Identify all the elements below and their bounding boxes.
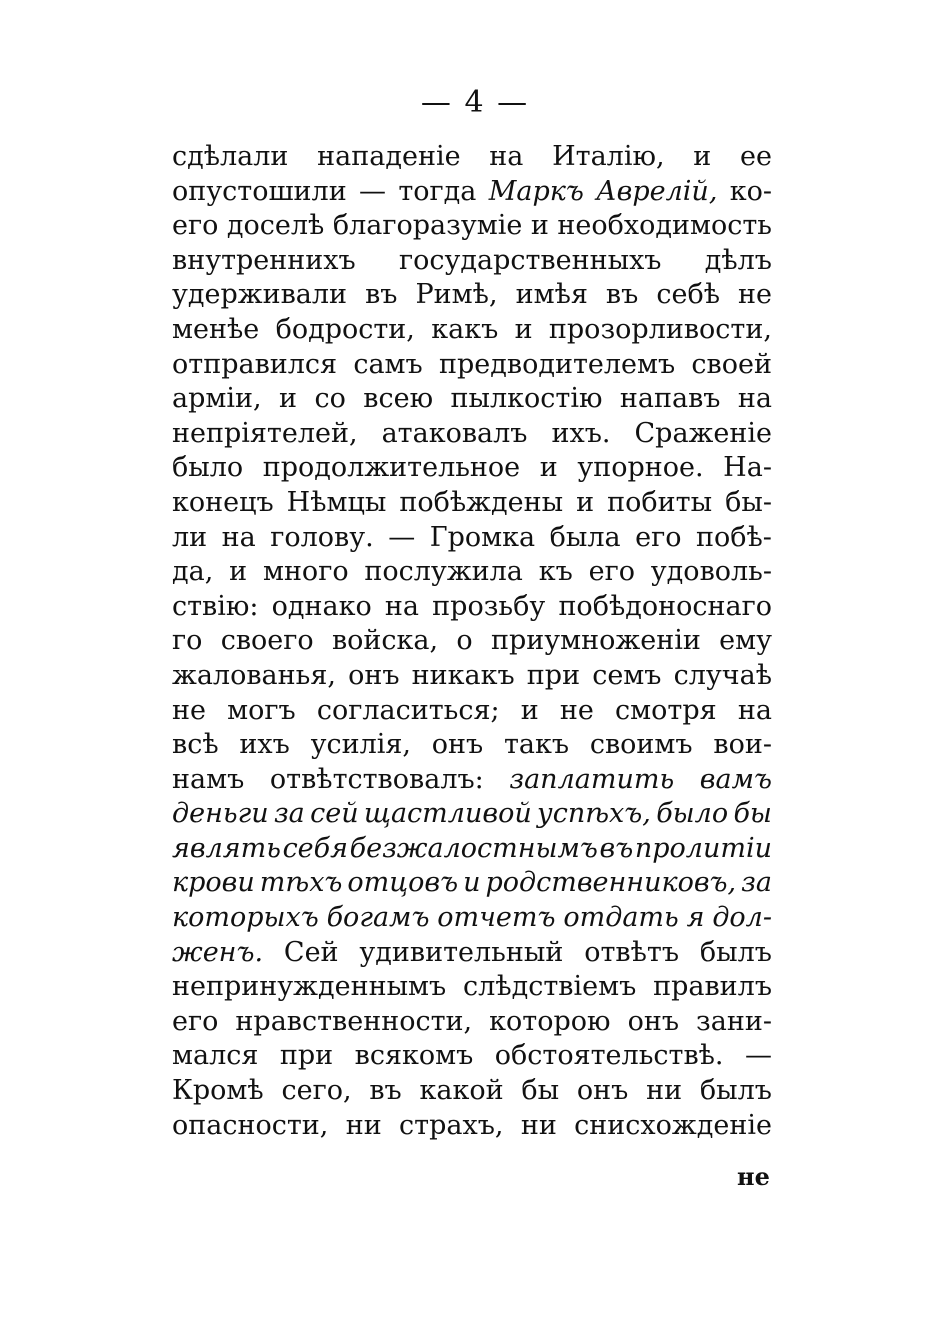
word: ихъ [239, 729, 290, 761]
word: и [693, 141, 712, 172]
text-line [172, 1109, 772, 1144]
word: онъ [576, 1075, 629, 1107]
word: согласиться; [316, 694, 500, 726]
word: жалованья, [172, 659, 336, 691]
word: на [737, 694, 772, 726]
word: сего, [281, 1075, 352, 1107]
word: ко- [729, 175, 772, 207]
text-line [172, 797, 772, 832]
text-line [172, 451, 772, 486]
text-line [172, 417, 772, 452]
word: при [526, 659, 581, 691]
word: отцовъ [347, 867, 459, 899]
word: въ [599, 832, 634, 864]
word: могъ [227, 694, 296, 726]
word: тѣхъ [259, 867, 343, 899]
word: его [172, 1005, 219, 1037]
word: ни [520, 1109, 557, 1141]
word: Нѣмцы [286, 486, 387, 518]
word: въ [365, 279, 398, 311]
word: Аврелiй, [596, 175, 718, 207]
word: всѣ [172, 729, 219, 761]
word: го [172, 625, 203, 657]
word: необходимость [557, 210, 772, 242]
word: много [262, 556, 349, 588]
text-line [172, 555, 772, 590]
text-line [172, 1039, 772, 1074]
word: конецъ [172, 486, 274, 518]
word: благоразумiе [332, 210, 523, 242]
word: крови [172, 867, 255, 899]
catchword: не [737, 1162, 770, 1191]
word: которою [489, 1005, 611, 1037]
word: отдать [563, 902, 679, 934]
word: опасности, [172, 1109, 329, 1141]
word: приумноженiи [490, 625, 701, 657]
word: къ [538, 556, 573, 588]
word: ихъ. [551, 417, 611, 449]
word: непрiятелей, [172, 417, 358, 449]
word: семъ [592, 659, 662, 691]
word: ее [740, 141, 772, 172]
word: бы [733, 798, 772, 830]
word: удоволь- [650, 556, 772, 588]
word: на [221, 521, 256, 553]
word: мался [172, 1040, 259, 1072]
word: Римѣ, [415, 279, 498, 311]
word: побѣдоноснаго [558, 590, 772, 622]
text-line [172, 1005, 772, 1040]
word: отвѣтъ [584, 936, 680, 968]
word: ему [719, 625, 772, 657]
word: щастливой [363, 798, 532, 830]
word: я [686, 902, 705, 934]
word: Кромѣ [172, 1075, 264, 1107]
word: Громка [429, 521, 536, 553]
word: онъ [431, 729, 484, 761]
word: Италiю, [552, 141, 665, 172]
word: армiи, [172, 383, 262, 415]
word: да, [172, 556, 214, 588]
word: сдѣлали [172, 141, 289, 172]
word: на [384, 590, 420, 622]
word: имѣя [515, 279, 588, 311]
text-line [172, 382, 772, 417]
word: нравственности, [235, 1005, 473, 1037]
word: и [229, 556, 248, 588]
word: пылкостiю [450, 383, 603, 415]
word: доселѣ [226, 210, 325, 242]
word: смотря [615, 694, 717, 726]
word: послужила [364, 556, 523, 588]
word: войска, [331, 625, 439, 657]
word: дол- [712, 902, 772, 934]
text-line [172, 866, 772, 901]
word: побѣждены [399, 486, 564, 518]
text-line [172, 659, 772, 694]
word: нападенiе [317, 141, 461, 172]
word: успѣхъ, [537, 798, 651, 830]
word: его [635, 521, 682, 553]
word: самъ [353, 348, 423, 380]
word: сей [310, 798, 359, 830]
word: являть [172, 832, 281, 864]
word: никакъ [411, 659, 515, 691]
word: ни [345, 1109, 382, 1141]
text-line [172, 278, 772, 313]
word: которыхъ [172, 902, 319, 934]
text-line [172, 348, 772, 383]
word: прозьбу [432, 590, 546, 622]
text-line [172, 590, 772, 625]
word: при [279, 1040, 334, 1072]
word: всякомъ [354, 1040, 474, 1072]
text-line [172, 970, 772, 1005]
word: продолжительное [262, 452, 521, 484]
word: прозорливости, [548, 313, 772, 345]
word: намъ [172, 763, 245, 795]
text-line [172, 832, 772, 867]
word: — [388, 521, 416, 553]
word: и [530, 210, 549, 242]
word: тогда [398, 175, 477, 207]
word: и [463, 867, 481, 899]
word: и [539, 452, 558, 484]
word: на [737, 383, 772, 415]
word: своей [691, 348, 772, 380]
word: себя [282, 832, 349, 864]
word: своимъ [589, 729, 693, 761]
word: и [514, 313, 533, 345]
word: было [656, 798, 729, 830]
word: своего [220, 625, 314, 657]
word: — [359, 175, 387, 207]
word: правилъ [653, 971, 772, 1003]
word: Сей [283, 936, 339, 968]
word: въ [605, 279, 639, 311]
word: предводителемъ [438, 348, 676, 380]
word: былъ [699, 1075, 772, 1107]
word: его [588, 556, 635, 588]
text-line [172, 624, 772, 659]
word: всею [363, 383, 434, 415]
word: въ [369, 1075, 402, 1107]
word: деньги [172, 798, 269, 830]
text-line [172, 244, 772, 279]
word: былъ [699, 936, 772, 968]
word: со [314, 383, 346, 415]
word: за [273, 798, 305, 830]
word: о [456, 625, 473, 657]
word: бы [521, 1075, 560, 1107]
word: какъ [431, 313, 499, 345]
word: обстоятельствѣ. [494, 1040, 724, 1072]
word: Маркъ [488, 175, 584, 207]
word: напавъ [619, 383, 721, 415]
word: вамъ [699, 763, 772, 795]
word: не [738, 279, 772, 311]
text-line [172, 521, 772, 556]
word: отвѣтствовалъ: [269, 763, 484, 795]
text-line [172, 763, 772, 798]
word: такъ [503, 729, 570, 761]
word: удерживали [172, 279, 348, 311]
text-line [172, 694, 772, 729]
word: упорное. [577, 452, 704, 484]
word: слѣдствiемъ [463, 971, 637, 1003]
text-line [172, 209, 772, 244]
word: бодрости, [275, 313, 415, 345]
word: и [576, 486, 595, 518]
word: На- [723, 452, 772, 484]
word: удивительный [359, 936, 564, 968]
text-line [172, 140, 772, 175]
word: безжалостнымъ [349, 832, 598, 864]
word: не [559, 694, 594, 726]
word: ствiю: [172, 590, 259, 622]
word: дѣлъ [704, 244, 772, 276]
word: и [279, 383, 298, 415]
word: усилiя, [310, 729, 411, 761]
text-line [172, 313, 772, 348]
word: бы- [725, 486, 772, 518]
text-line [172, 486, 772, 521]
word: и [520, 694, 539, 726]
word: зани- [696, 1005, 772, 1037]
word: онъ [348, 659, 400, 691]
word: его [172, 210, 219, 242]
text-line [172, 728, 772, 763]
word: страхъ, [399, 1109, 504, 1141]
word: голову. [270, 521, 374, 553]
word: снисхожденiе [574, 1109, 772, 1141]
word: менѣе [172, 313, 260, 345]
word: было [172, 452, 244, 484]
word: опустошили [172, 175, 347, 207]
word: ни [646, 1075, 683, 1107]
word: онъ [627, 1005, 679, 1037]
word: не [172, 694, 206, 726]
word: государственныхъ [398, 244, 662, 276]
word: отчетъ [437, 902, 556, 934]
text-line [172, 175, 772, 210]
word: на [489, 141, 524, 172]
word: была [549, 521, 621, 553]
text-line [172, 936, 772, 971]
text-line [172, 901, 772, 936]
word: за [741, 867, 772, 899]
word: — [744, 1040, 772, 1072]
word: однако [271, 590, 372, 622]
word: внутреннихъ [172, 244, 356, 276]
word: женъ. [172, 936, 264, 968]
page-number: — 4 — [420, 85, 530, 120]
word: отправился [172, 348, 338, 380]
word: пролитiи [634, 832, 772, 864]
text-line [172, 1074, 772, 1109]
word: непринужденнымъ [172, 971, 447, 1003]
word: ли [172, 521, 208, 553]
word: родственниковъ, [485, 867, 737, 899]
word: заплатить [509, 763, 675, 795]
word: себѣ [656, 279, 720, 311]
word: атаковалъ [381, 417, 528, 449]
body-text [172, 140, 772, 1143]
word: побиты [607, 486, 713, 518]
word: какой [419, 1075, 504, 1107]
word: Сраженiе [634, 417, 772, 449]
word: случаѣ [673, 659, 772, 691]
word: богамъ [326, 902, 430, 934]
word: побѣ- [696, 521, 772, 553]
word: вои- [713, 729, 772, 761]
